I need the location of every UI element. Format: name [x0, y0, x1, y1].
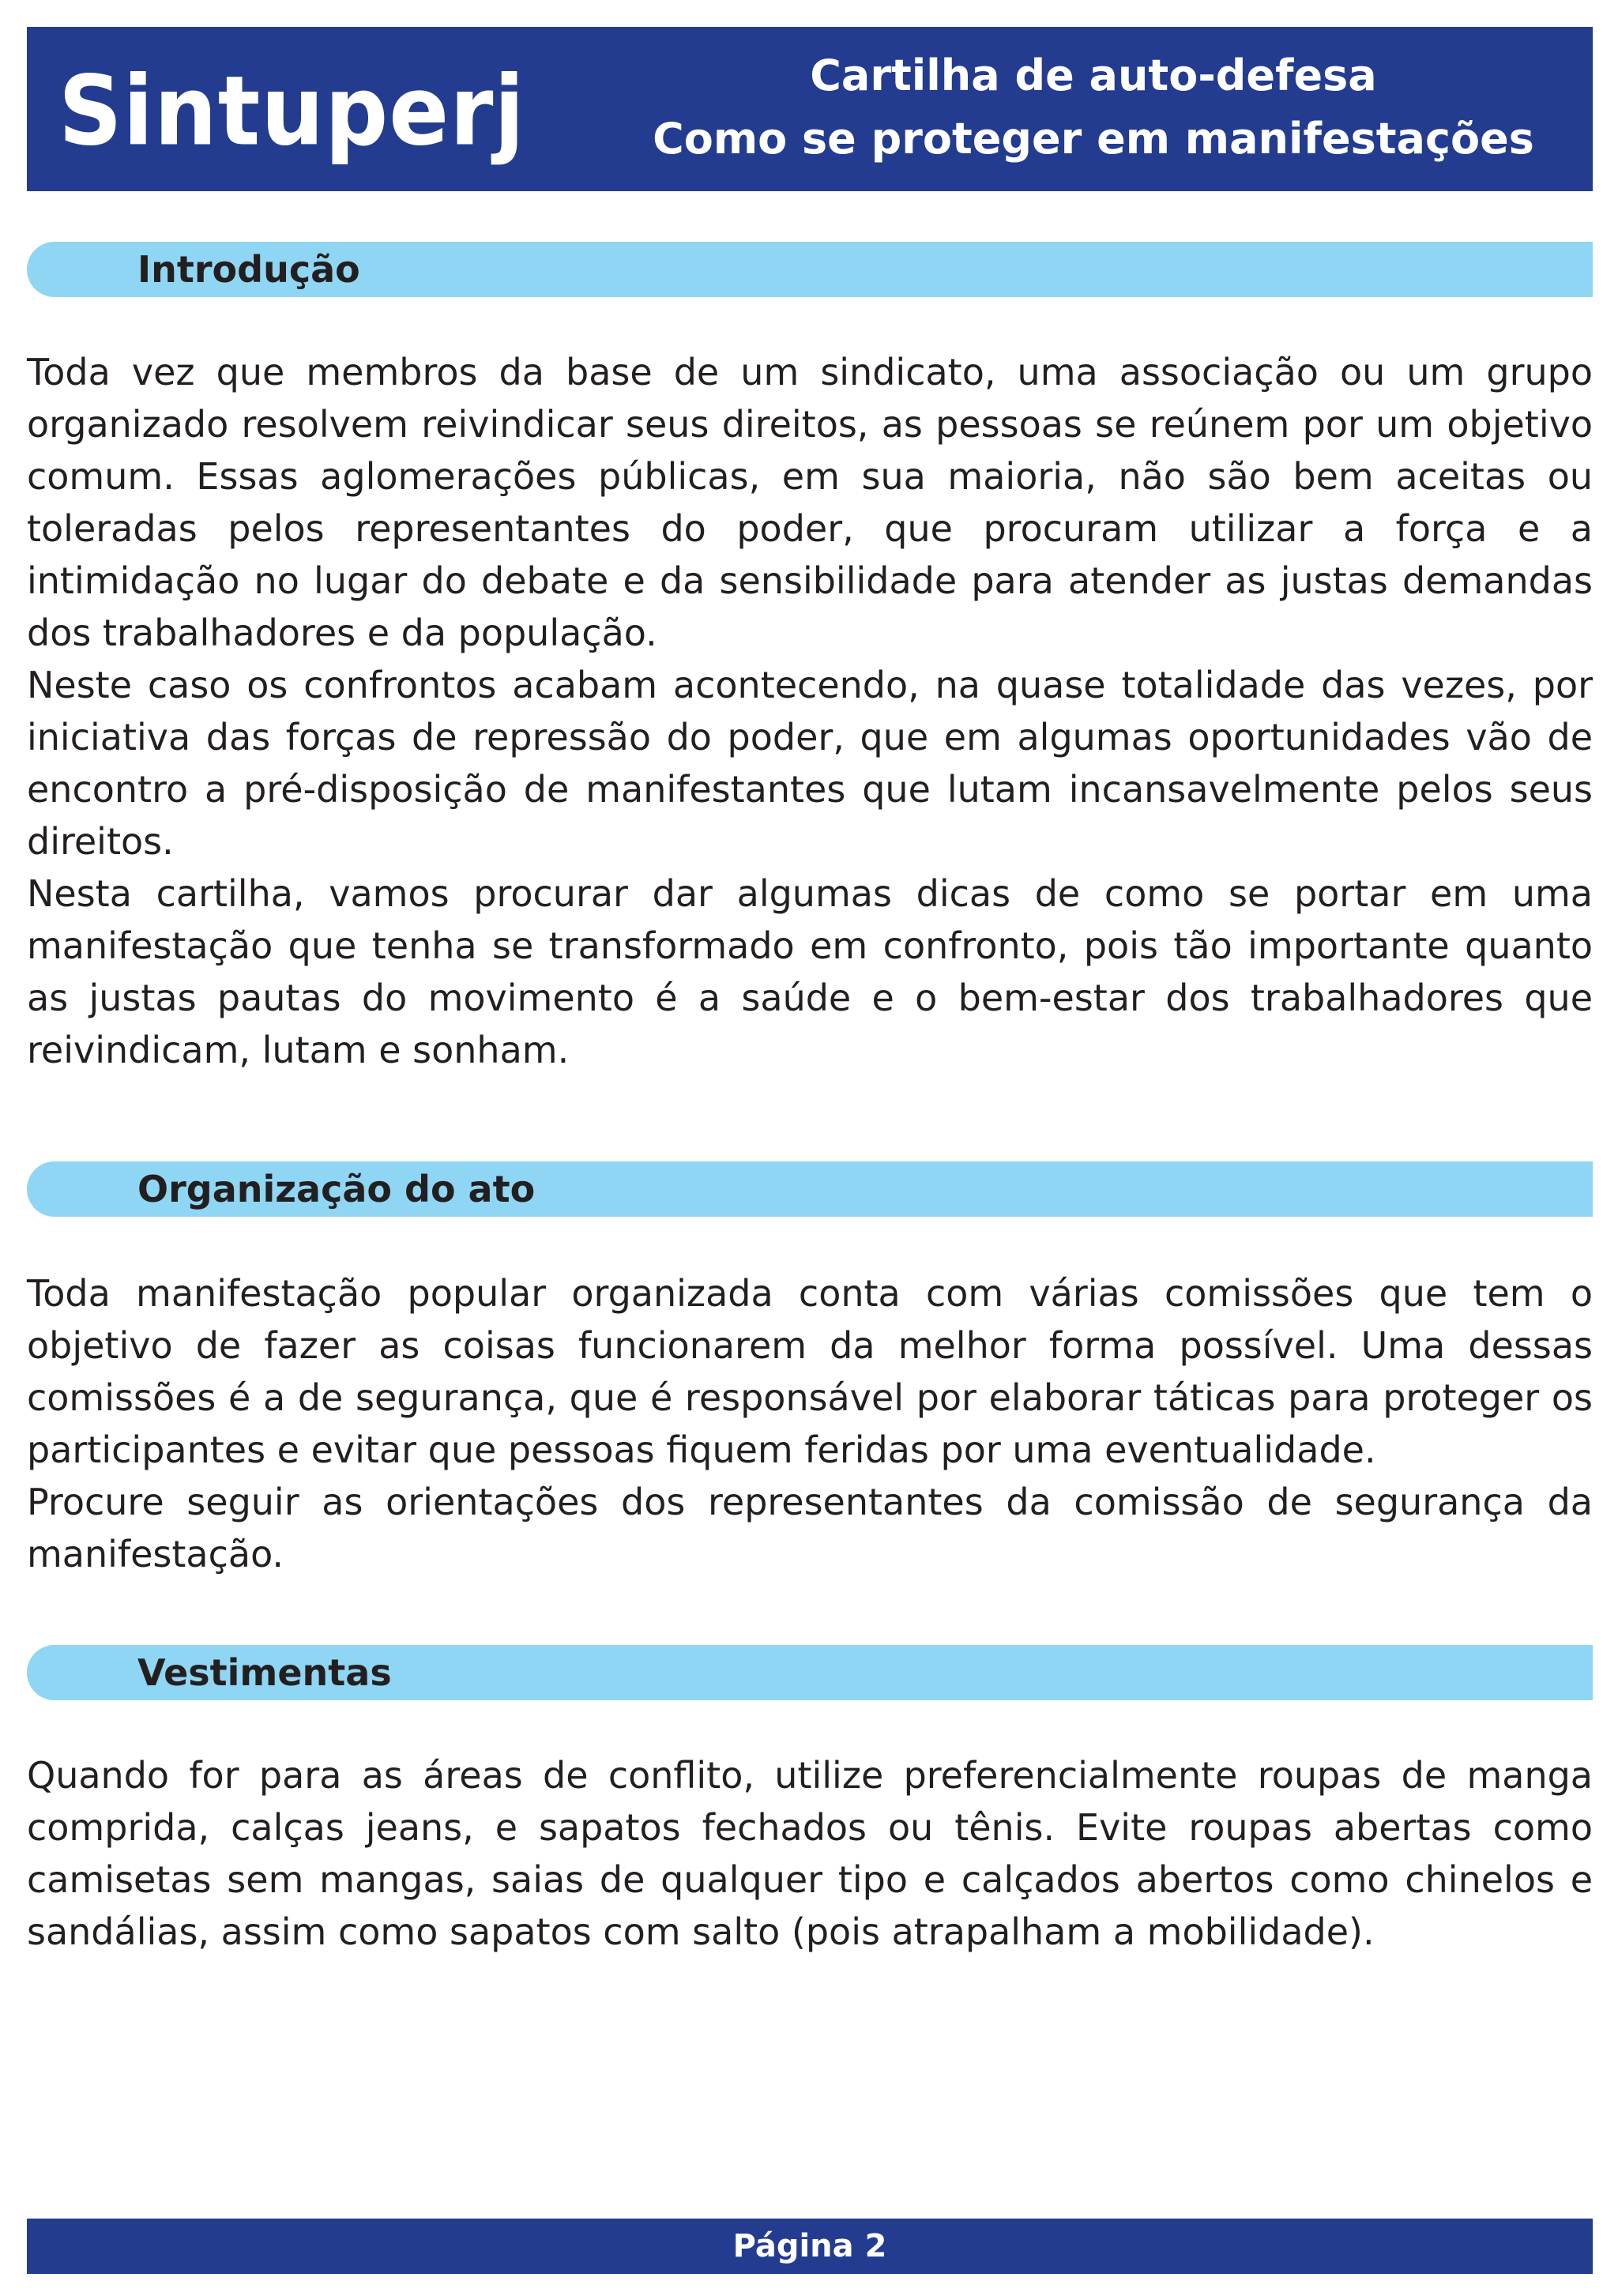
- page-number: Página 2: [732, 2228, 887, 2264]
- section-body-vestimentas: [27, 1749, 1593, 1958]
- section-title: Organização do ato: [137, 1168, 536, 1210]
- section-title: Introdução: [137, 248, 360, 291]
- section-body-introducao: [27, 346, 1593, 1076]
- document-subtitle: Como se proteger em manifestações: [653, 114, 1534, 164]
- header-titles: [643, 44, 1544, 171]
- document-title: Cartilha de auto-defesa: [810, 51, 1377, 100]
- paragraph: Quando for para as áreas de conflito, utilize preferencialmente roupas de manga comprida, calças jeans, e sapatos fechados ou tênis. Evite roupas abertas como camisetas sem mangas, saias de qualquer tipo e calçados abertos como chinelos e sandálias, assim como sapatos com salto (pois atrapalham a mobilidade).: [27, 1754, 1593, 1953]
- paragraph: Neste caso os confrontos acabam acontecendo, na quase totalidade das vezes, por iniciativa das forças de repressão do poder, que em algumas oportunidades vão de encontro a pré-disposição de manifestantes que lutam incansavelmente pelos seus direitos.: [27, 664, 1593, 863]
- page-header: [27, 27, 1593, 191]
- section-heading-introducao: [27, 242, 1593, 297]
- page-footer: [27, 2219, 1593, 2274]
- sintuperj-logo: Sintuperj: [58, 56, 525, 167]
- paragraph: Procure seguir as orientações dos representantes da comissão de segurança da manifestação.: [27, 1481, 1593, 1575]
- section-title: Vestimentas: [137, 1651, 392, 1694]
- paragraph: Nesta cartilha, vamos procurar dar algumas dicas de como se portar em uma manifestação que tenha se transformado em confronto, pois tão importante quanto as justas pautas do movimento é a saúde e o bem-estar dos trabalhadores que reivindicam, lutam e sonham.: [27, 872, 1593, 1071]
- section-heading-vestimentas: [27, 1645, 1593, 1700]
- paragraph: Toda vez que membros da base de um sindicato, uma associação ou um grupo organizado resolvem reivindicar seus direitos, as pessoas se reúnem por um objetivo comum. Essas aglomerações públicas, em sua maioria, não são bem aceitas ou toleradas pelos representantes do poder, que procuram utilizar a força e a intimidação no lugar do debate e da sensibilidade para atender as justas demandas dos trabalhadores e da população.: [27, 351, 1593, 654]
- section-heading-organizacao: [27, 1161, 1593, 1217]
- section-body-organizacao: [27, 1267, 1593, 1580]
- paragraph: Toda manifestação popular organizada conta com várias comissões que tem o objetivo de fazer as coisas funcionarem da melhor forma possível. Uma dessas comissões é a de segurança, que é responsável por elaborar táticas para proteger os participantes e evitar que pessoas fiquem feridas por uma eventualidade.: [27, 1272, 1593, 1471]
